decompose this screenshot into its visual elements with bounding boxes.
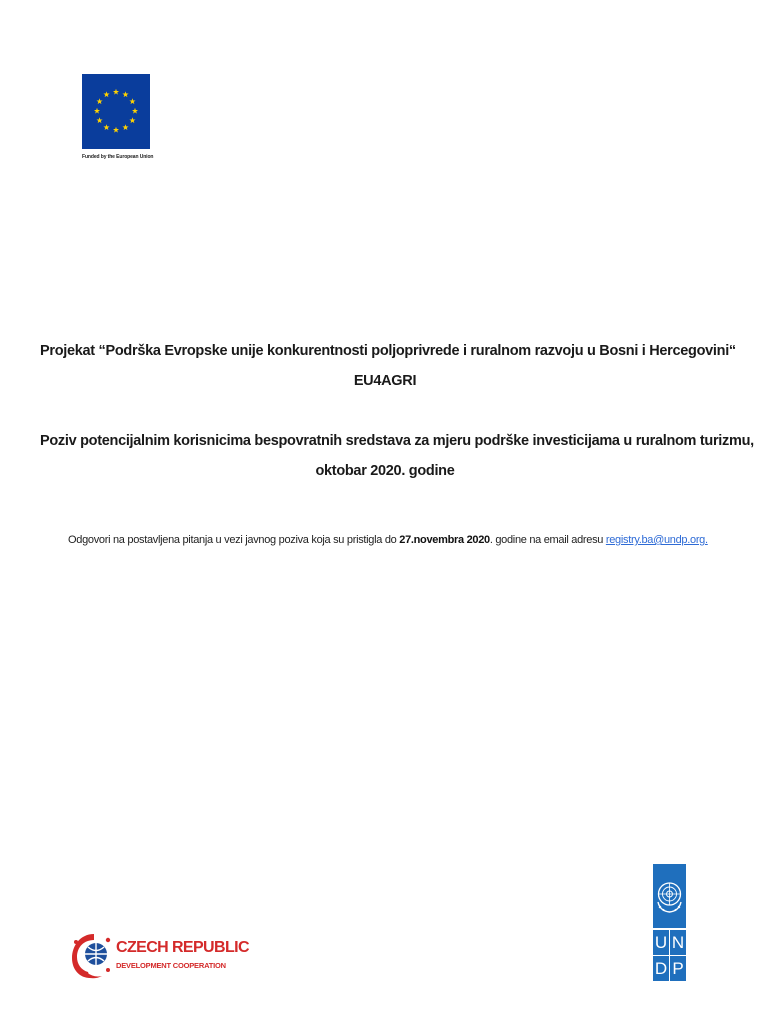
undp-logo bbox=[653, 864, 686, 980]
intro-paragraph bbox=[68, 534, 748, 546]
undp-letter-u: U bbox=[653, 930, 669, 955]
eu-logo bbox=[82, 74, 152, 160]
title-line: Projekat “Podrška Evropske unije konkurentnosti poljoprivrede i ruralnom razvoju u Bosni i Hercegovini“ bbox=[40, 343, 736, 359]
project-acronym: EU4AGRI bbox=[353, 373, 417, 389]
undp-top-block bbox=[653, 864, 686, 928]
intro-text: Odgovori na postavljena pitanja u vezi javnog poziva koja su pristigla do bbox=[68, 534, 400, 546]
document-title bbox=[40, 336, 754, 486]
eu-caption: Funded by the European Union bbox=[82, 154, 154, 160]
intro-text-suffix: . godine na email adresu bbox=[489, 534, 606, 546]
czech-development-logo bbox=[68, 928, 249, 984]
subtitle-line: Poziv potencijalnim korisnicima bespovratnih sredstava za mjeru podrške investicijama u ruralnom turizmu, bbox=[40, 433, 754, 449]
email-link[interactable]: registry.ba@undp.org. bbox=[605, 534, 708, 546]
undp-letter-n: N bbox=[670, 930, 686, 955]
eu-flag-icon bbox=[82, 74, 150, 149]
czech-name: CZECH REPUBLIC bbox=[116, 939, 249, 956]
undp-letter-d: D bbox=[653, 956, 669, 981]
un-emblem-icon bbox=[653, 864, 686, 928]
deadline-date: 27.novembra 2020 bbox=[399, 534, 490, 546]
undp-letter-p: P bbox=[670, 956, 686, 981]
subtitle-date: oktobar 2020. godine bbox=[315, 463, 455, 479]
czech-emblem-icon bbox=[68, 928, 114, 984]
czech-subtitle: DEVELOPMENT COOPERATION bbox=[116, 961, 226, 970]
